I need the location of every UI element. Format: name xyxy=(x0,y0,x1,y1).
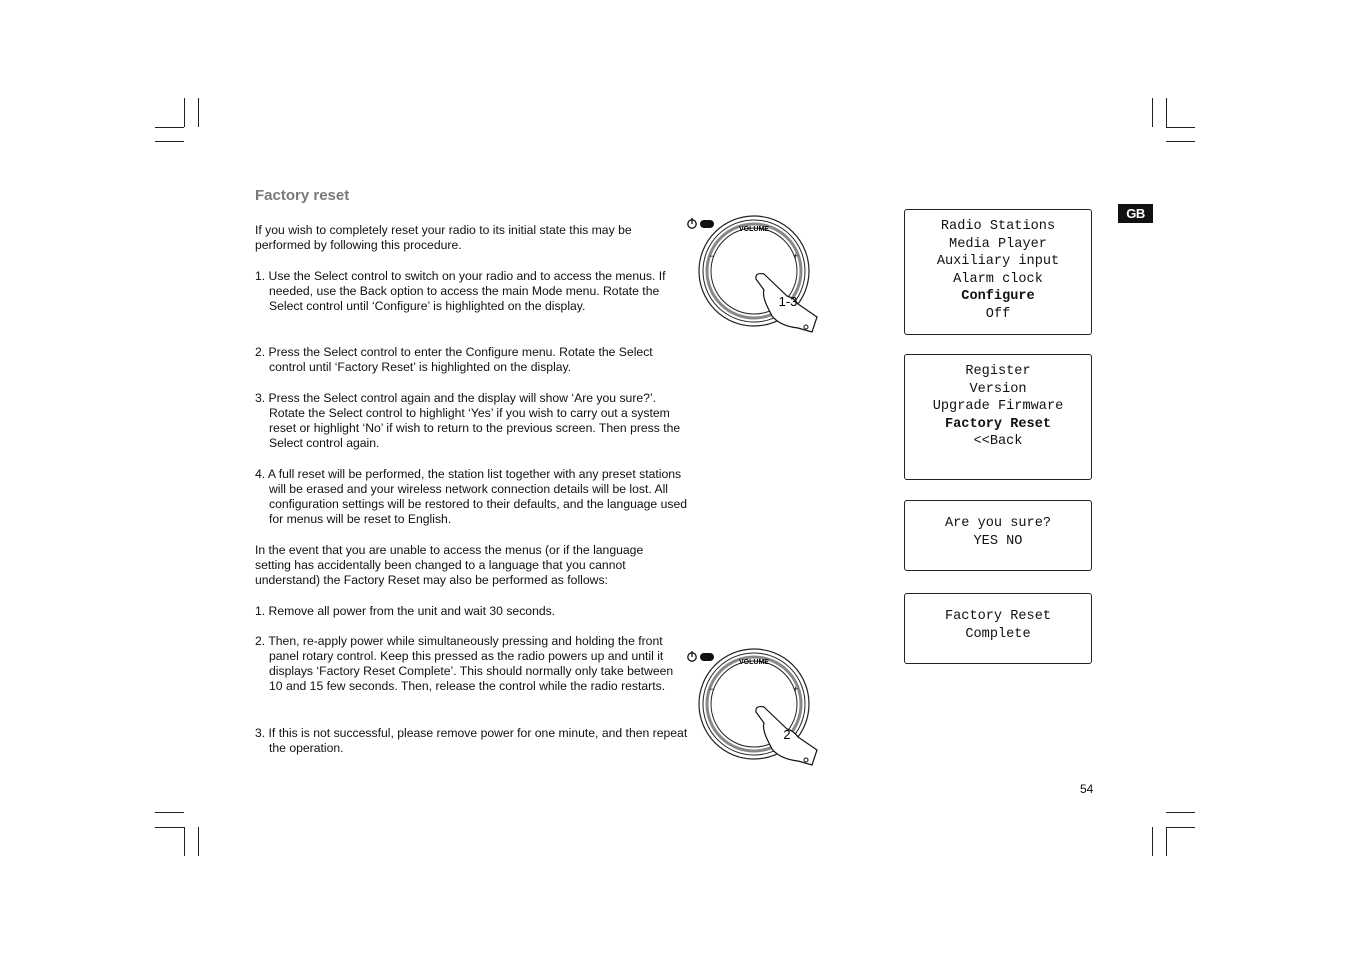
confirm-options: YES NO xyxy=(973,533,1023,549)
alt-intro-paragraph: In the event that you are unable to access the menus (or if the language setting has accidentally been changed to a language that you cannot understand) the Factory Reset may also be performed as follows: xyxy=(255,543,644,588)
menu-item: Off xyxy=(985,306,1011,322)
menu-item: Upgrade Firmware xyxy=(932,399,1064,414)
menu-item: Media Player xyxy=(949,236,1047,252)
step-callout: 1-3 xyxy=(778,294,798,309)
alt-step-1: 1. Remove all power from the unit and wait 30 seconds. xyxy=(255,604,556,618)
status-line: Complete xyxy=(965,626,1031,642)
lcd-confirm xyxy=(904,500,1092,571)
status-line: Factory Reset xyxy=(944,609,1052,624)
menu-item: Version xyxy=(969,381,1027,397)
intro-paragraph: If you wish to completely reset your radio to its initial state this may be performed by following this procedure. xyxy=(255,223,632,253)
step-4: 4. A full reset will be performed, the station list together with any preset stations will be erased and your wireless network connection details will be lost. All configuration settings will be restored to their defaults, and the language used for menus will be reset to English. xyxy=(255,467,688,527)
lcd-reset-complete xyxy=(904,593,1092,664)
svg-text:−: − xyxy=(709,251,715,261)
svg-text:+: + xyxy=(793,251,799,261)
alt-step-3: 3. If this is not successful, please remove power for one minute, and then repeat the operation. xyxy=(255,726,688,756)
lcd-configure-menu xyxy=(904,354,1092,480)
power-icon xyxy=(688,651,696,661)
language-badge: GB xyxy=(1118,204,1153,223)
select-knob-illustration-1 xyxy=(684,214,829,339)
menu-item: <<Back xyxy=(973,434,1023,449)
svg-text:+: + xyxy=(793,684,799,694)
step-2: 2. Press the Select control to enter the Configure menu. Rotate the Select control until ‘Factory Reset’ is highlighted on the display. xyxy=(255,345,653,375)
mode-button-icon xyxy=(700,653,714,661)
power-icon xyxy=(688,218,696,228)
select-knob-illustration-2 xyxy=(684,647,829,772)
lcd-main-menu xyxy=(904,209,1092,335)
step-callout: 2 xyxy=(783,727,791,742)
menu-item-highlighted: Factory Reset xyxy=(944,416,1052,432)
confirm-question: Are you sure? xyxy=(944,516,1052,531)
mode-button-icon xyxy=(700,220,714,228)
volume-label: VOLUME xyxy=(739,659,769,666)
alt-step-2: 2. Then, re-apply power while simultaneously pressing and holding the front panel rotary control. Keep this pressed as the radio powers up and until it displays ‘Factory Reset Complete’. This should normally only take between 10 and 15 few seconds. Then, release the control while the radio restarts. xyxy=(255,634,674,694)
menu-item: Register xyxy=(965,364,1031,379)
menu-item: Auxiliary input xyxy=(936,254,1060,269)
menu-item-highlighted: Configure xyxy=(961,289,1035,304)
page-number: 54 xyxy=(1080,782,1094,796)
volume-label: VOLUME xyxy=(739,226,769,233)
step-1: 1. Use the Select control to switch on your radio and to access the menus. If needed, use the Back option to access the main Mode menu. Rotate the Select control until ‘Configure’ is highlighted on the display. xyxy=(255,269,666,314)
section-heading: Factory reset xyxy=(255,187,350,204)
svg-text:−: − xyxy=(709,684,715,694)
step-3: 3. Press the Select control again and the display will show ‘Are you sure?’. Rotate the Select control to highlight ‘Yes’ if you wish to carry out a system reset or highlight ‘No’ if wish to return to the previous screen. Then press the Select control again. xyxy=(255,391,681,451)
menu-item: Radio Stations xyxy=(940,219,1056,234)
menu-item: Alarm clock xyxy=(953,271,1043,287)
